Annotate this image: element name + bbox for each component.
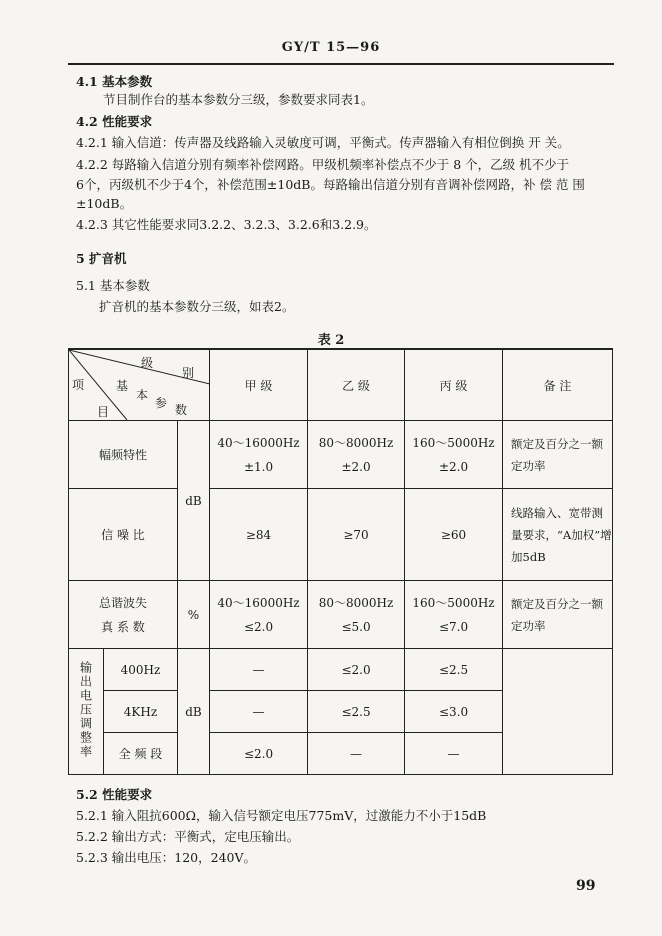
reg-group-label	[69, 649, 104, 775]
thd-c	[405, 581, 503, 649]
thd-c-val: ≤7.0	[438, 619, 469, 634]
reg-400-label: 400Hz	[104, 649, 178, 691]
section-4-2: 4.2 性能要求	[76, 114, 153, 129]
row-thd-label	[69, 581, 178, 649]
thd-label-2: 真 系 数	[101, 619, 145, 634]
reg-400-c: ≤2.5	[405, 649, 503, 691]
reg-4k-c: ≤3.0	[405, 691, 503, 733]
freq-c-range: 160～5000Hz	[412, 435, 495, 450]
section-5-2-2: 5.2.2 输出方式：平衡式，定电压输出。	[76, 829, 300, 844]
reg-all-c: —	[405, 733, 503, 775]
snr-c: ≥60	[405, 489, 503, 581]
corner-mu: 目	[97, 405, 110, 419]
section-5-1-body: 扩音机的基本参数分三级，如表2。	[99, 299, 295, 314]
section-5-2-3: 5.2.3 输出电压：120，240V。	[76, 850, 257, 865]
freq-note: 额定及百分之一额定功率	[503, 421, 613, 489]
freq-b-range: 80～8000Hz	[318, 435, 394, 450]
reg-400-a: —	[210, 649, 308, 691]
freq-a	[210, 421, 308, 489]
header-grade-a: 甲 级	[210, 349, 308, 421]
thd-note: 额定及百分之一额定功率	[503, 581, 613, 649]
section-4-2-2-b: 6个，丙级机不少于4个，补偿范围±10dB。每路输出信道分别有音调补偿网路，补 偿 范 围	[76, 177, 585, 192]
freq-b-tol: ±2.0	[341, 459, 371, 474]
corner-param-1: 参	[155, 396, 168, 410]
thd-a-val: ≤2.0	[243, 619, 274, 634]
corner-grade-1: 级	[141, 356, 154, 370]
freq-c-tol: ±2.0	[438, 459, 469, 474]
thd-c-range: 160～5000Hz	[412, 595, 495, 610]
thd-b-range: 80～8000Hz	[318, 595, 394, 610]
page-header: GY/T 15—96	[281, 40, 381, 55]
section-4-1-body: 节目制作台的基本参数分三级，参数要求同表1。	[103, 92, 374, 107]
corner-basic-1: 基	[116, 379, 129, 393]
freq-a-range: 40～16000Hz	[217, 435, 300, 450]
thd-label-1: 总谐波失	[98, 595, 147, 610]
table-corner-cell	[69, 349, 210, 421]
section-4-1: 4.1 基本参数	[76, 74, 153, 89]
unit-percent: %	[178, 581, 210, 649]
reg-400-b: ≤2.0	[308, 649, 405, 691]
table-2	[68, 348, 613, 775]
reg-4k-a: —	[210, 691, 308, 733]
corner-item: 项	[72, 378, 85, 392]
section-4-2-2-a: 4.2.2 每路输入信道分别有频率补偿网路。甲级机频率补偿点不少于 8 个，乙级 机不少于	[76, 157, 570, 172]
reg-all-label: 全 频 段	[104, 733, 178, 775]
corner-param-2: 数	[175, 403, 188, 417]
reg-group-text: 输出电压调整率	[78, 661, 93, 759]
reg-all-b: —	[308, 733, 405, 775]
freq-c	[405, 421, 503, 489]
freq-b	[308, 421, 405, 489]
section-5: 5 扩音机	[76, 251, 127, 266]
header-grade-b: 乙 级	[308, 349, 405, 421]
header-grade-c: 丙 级	[405, 349, 503, 421]
snr-note: 线路输入、宽带测量要求，“A加权”增加5dB	[503, 489, 613, 581]
corner-grade-2: 别	[182, 366, 195, 380]
header-rule	[68, 63, 614, 65]
freq-a-tol: ±1.0	[243, 459, 274, 474]
snr-b: ≥70	[308, 489, 405, 581]
section-5-2-1: 5.2.1 输入阻抗600Ω，输入信号额定电压775mV，过激能力不小于15dB	[76, 808, 487, 823]
unit-db-1: dB	[178, 421, 210, 581]
thd-a	[210, 581, 308, 649]
reg-note	[503, 649, 613, 775]
reg-4k-label: 4KHz	[104, 691, 178, 733]
section-4-2-1: 4.2.1 输入信道：传声器及线路输入灵敏度可调，平衡式。传声器输入有相位倒换 开 关。	[76, 135, 570, 150]
section-5-2: 5.2 性能要求	[76, 787, 153, 802]
reg-4k-b: ≤2.5	[308, 691, 405, 733]
row-freq-label: 幅频特性	[69, 421, 178, 489]
thd-b-val: ≤5.0	[341, 619, 371, 634]
row-snr-label: 信 噪 比	[69, 489, 178, 581]
section-5-1: 5.1 基本参数	[76, 278, 150, 293]
unit-db-2: dB	[178, 649, 210, 775]
header-note: 备 注	[503, 349, 613, 421]
thd-a-range: 40～16000Hz	[217, 595, 300, 610]
table-2-title: 表 2	[317, 333, 345, 348]
thd-b	[308, 581, 405, 649]
section-4-2-3: 4.2.3 其它性能要求同3.2.2、3.2.3、3.2.6和3.2.9。	[76, 217, 377, 232]
snr-a: ≥84	[210, 489, 308, 581]
section-4-2-2-c: ±10dB。	[76, 196, 133, 211]
reg-all-a: ≤2.0	[210, 733, 308, 775]
corner-basic-2: 本	[136, 388, 149, 402]
corner-diagonal-lines	[69, 350, 210, 420]
page-number: 99	[576, 878, 596, 894]
